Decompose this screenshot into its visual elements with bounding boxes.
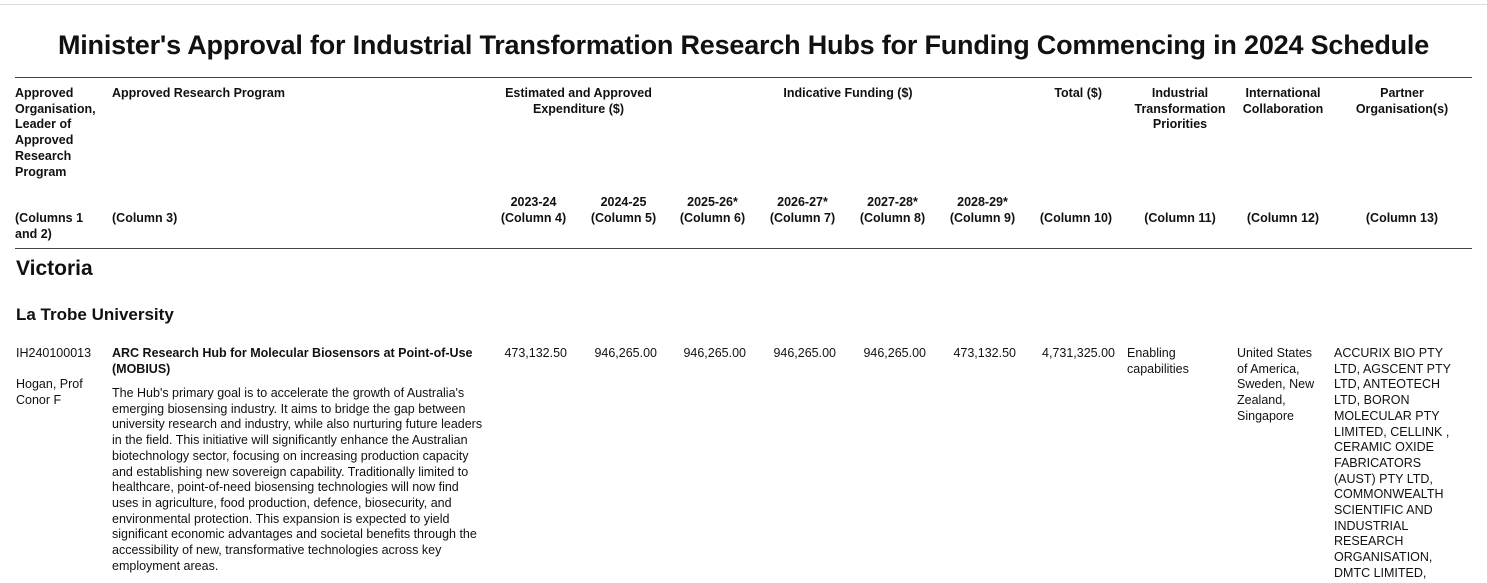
year-2027-28: 2027-28* (867, 195, 918, 209)
colnum-1-2: (Columns 1 and 2) (15, 211, 84, 241)
colnum-11: (Column 11) (1144, 211, 1216, 225)
year-2026-27: 2026-27* (777, 195, 828, 209)
entry-funding-2023-24: 473,132.50 (504, 346, 567, 360)
entry-leader: Hogan, Prof Conor F (16, 377, 83, 407)
entry-partners: ACCURIX BIO PTY LTD, AGSCENT PTY LTD, ANTEOTECH LTD, BORON MOLECULAR PTY LIMITED, CELLINK , CERAMIC OXIDE FABRICATORS (AUST) PTY LTD, COMMONWEALTH SCIENTIFIC AND INDUSTRIAL RESEARCH ORGANISATION, DMTC LIMITED, (1334, 346, 1451, 580)
top-divider (0, 4, 1487, 5)
header-bottom-rule (15, 248, 1472, 249)
entry-total: 4,731,325.00 (1042, 346, 1115, 360)
colnum-4: (Column 4) (500, 211, 567, 225)
header-estimated: Estimated and Approved Expenditure ($) (505, 86, 652, 116)
page-title: Minister's Approval for Industrial Transformation Research Hubs for Funding Commencing in 2024 Schedule (57, 30, 1430, 60)
organisation-heading: La Trobe University (16, 305, 174, 324)
header-top-rule (15, 77, 1472, 78)
header-total: Total ($) (1054, 86, 1102, 100)
header-priorities: Industrial Transformation Priorities (1134, 86, 1226, 132)
header-indicative: Indicative Funding ($) (783, 86, 913, 100)
entry-funding-2027-28: 946,265.00 (863, 346, 926, 360)
colnum-5: (Column 5) (590, 211, 657, 225)
colnum-6: (Column 6) (679, 211, 746, 225)
colnum-8: (Column 8) (859, 211, 926, 225)
year-2024-25: 2024-25 (600, 195, 647, 209)
year-2023-24: 2023-24 (510, 195, 557, 209)
header-international: International Collaboration (1242, 86, 1324, 116)
entry-funding-2024-25: 946,265.00 (594, 346, 657, 360)
header-org: Approved Organisation, Leader of Approved Research Program (15, 86, 96, 179)
entry-id: IH240100013 (16, 346, 92, 360)
entry-program-title: ARC Research Hub for Molecular Biosensors at Point-of-Use (MOBIUS) (112, 346, 473, 376)
colnum-12: (Column 12) (1246, 211, 1320, 225)
colnum-7: (Column 7) (769, 211, 836, 225)
state-heading: Victoria (16, 257, 93, 280)
colnum-13: (Column 13) (1365, 211, 1439, 225)
colnum-9: (Column 9) (949, 211, 1016, 225)
entry-program-summary: The Hub's primary goal is to accelerate the growth of Australia's emerging biosensing industry. It aims to bridge the gap between university research and industry, while also nurturing future leaders in the field. This initiative will significantly enhance the Australian biotechnology sector, focusing on increasing production capacity and establishing new sovereign capability. Traditionally limited to healthcare, point-of-need biosensing technologies will now find uses in agriculture, food production, defence, biosecurity, and environmental protection. This expansion is expected to yield significant economic advantages and societal benefits through the accessibility of new, transformative technologies across key employment areas. (112, 386, 483, 573)
entry-funding-2026-27: 946,265.00 (773, 346, 836, 360)
colnum-10: (Column 10) (1039, 211, 1113, 225)
entry-funding-2028-29: 473,132.50 (953, 346, 1016, 360)
entry-priorities: Enabling capabilities (1127, 346, 1189, 376)
colnum-3: (Column 3) (112, 211, 178, 225)
year-2028-29: 2028-29* (957, 195, 1008, 209)
entry-funding-2025-26: 946,265.00 (683, 346, 746, 360)
entry-international: United States of America, Sweden, New Zealand, Singapore (1237, 346, 1315, 423)
header-partners: Partner Organisation(s) (1355, 86, 1449, 116)
header-program: Approved Research Program (112, 86, 285, 100)
year-2025-26: 2025-26* (687, 195, 738, 209)
